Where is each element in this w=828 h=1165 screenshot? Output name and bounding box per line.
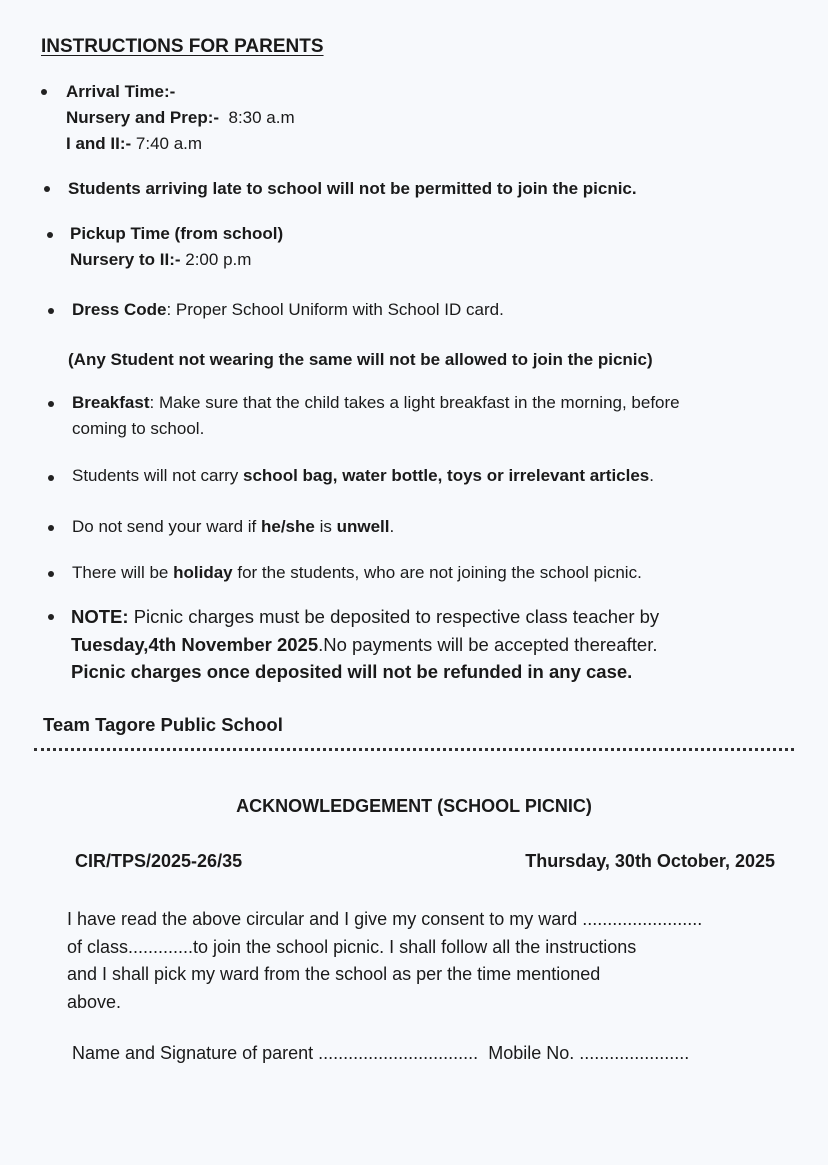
pickup-label: Nursery to II:- <box>70 250 181 269</box>
mobile-field: Mobile No. ...................... <box>488 1043 690 1063</box>
dress-code-label: Dress Code <box>72 300 167 319</box>
note-text2: .No payments will be accepted thereafter. <box>318 633 658 655</box>
carry-bold: school bag, water bottle, toys or irrelevant articles <box>243 466 650 485</box>
carry-prefix: Students will not carry <box>72 466 244 485</box>
circular-date: Thursday, 30th October, 2025 <box>525 851 775 871</box>
pickup-time: 2:00 p.m <box>180 250 252 269</box>
holiday-prefix: There will be <box>72 563 174 582</box>
acknowledgement-title: ACKNOWLEDGEMENT (SCHOOL PICNIC) <box>236 796 592 816</box>
breakfast-item <box>72 390 680 442</box>
holiday-suffix: for the students, who are not joining the school picnic. <box>232 563 642 582</box>
dress-code-note: (Any Student not wearing the same will not be allowed to join the picnic) <box>68 350 653 369</box>
note-deadline: Tuesday,4th November 2025 <box>71 633 319 655</box>
cut-line-divider <box>34 748 794 751</box>
bullet-icon <box>48 308 54 314</box>
arrival-time-item <box>66 79 295 157</box>
holiday-bold: holiday <box>173 563 233 582</box>
consent-line: and I shall pick my ward from the school as per the time mentioned <box>67 964 601 984</box>
bullet-icon <box>41 89 47 95</box>
page-title: INSTRUCTIONS FOR PARENTS <box>41 36 324 57</box>
arrival-nursery-time: 8:30 a.m <box>219 108 295 127</box>
bullet-icon <box>48 401 54 407</box>
carry-suffix: . <box>649 466 654 485</box>
bullet-icon <box>48 614 54 620</box>
carry-item <box>72 463 654 489</box>
signature-field: Name and Signature of parent ................................ <box>72 1043 479 1063</box>
arrival-heading: Arrival Time:- <box>66 82 176 101</box>
pickup-time-item <box>70 221 283 273</box>
dress-code-item <box>72 297 504 323</box>
note-item <box>71 603 659 686</box>
bullet-icon <box>47 232 53 238</box>
dress-code-text: : Proper School Uniform with School ID card. <box>166 300 504 319</box>
unwell-prefix: Do not send your ward if <box>72 517 261 536</box>
late-arrival-item: Students arriving late to school will not be permitted to join the picnic. <box>68 179 637 198</box>
holiday-item <box>72 560 642 586</box>
breakfast-text: : Make sure that the child takes a light breakfast in the morning, before <box>149 393 680 412</box>
signature-row <box>72 1043 689 1064</box>
bullet-icon <box>48 525 54 531</box>
note-text: Picnic charges must be deposited to respective class teacher by <box>128 606 660 627</box>
circular-number: CIR/TPS/2025-26/35 <box>75 851 243 871</box>
breakfast-label: Breakfast <box>72 393 150 412</box>
note-refund: Picnic charges once deposited will not be refunded in any case. <box>71 661 633 682</box>
breakfast-text-cont: coming to school. <box>72 419 205 438</box>
unwell-suffix: . <box>389 517 395 536</box>
unwell-bold2: unwell <box>336 517 390 536</box>
unwell-mid: is <box>314 517 337 536</box>
bullet-icon <box>44 186 50 192</box>
arrival-class-label: I and II:- <box>66 134 132 153</box>
signoff: Team Tagore Public School <box>43 714 283 735</box>
note-label: NOTE: <box>71 606 129 627</box>
bullet-icon <box>48 475 54 481</box>
consent-text <box>67 906 702 1016</box>
bullet-icon <box>48 571 54 577</box>
consent-line: above. <box>67 991 122 1012</box>
consent-line: of class.............to join the school picnic. I shall follow all the instructions <box>67 936 637 957</box>
unwell-bold1: he/she <box>260 517 315 536</box>
arrival-nursery-label: Nursery and Prep:- <box>66 108 220 127</box>
pickup-heading: Pickup Time (from school) <box>70 224 284 243</box>
arrival-class-time: 7:40 a.m <box>131 134 203 153</box>
unwell-item <box>72 514 394 540</box>
consent-line: I have read the above circular and I give my consent to my ward ........................ <box>67 909 703 929</box>
